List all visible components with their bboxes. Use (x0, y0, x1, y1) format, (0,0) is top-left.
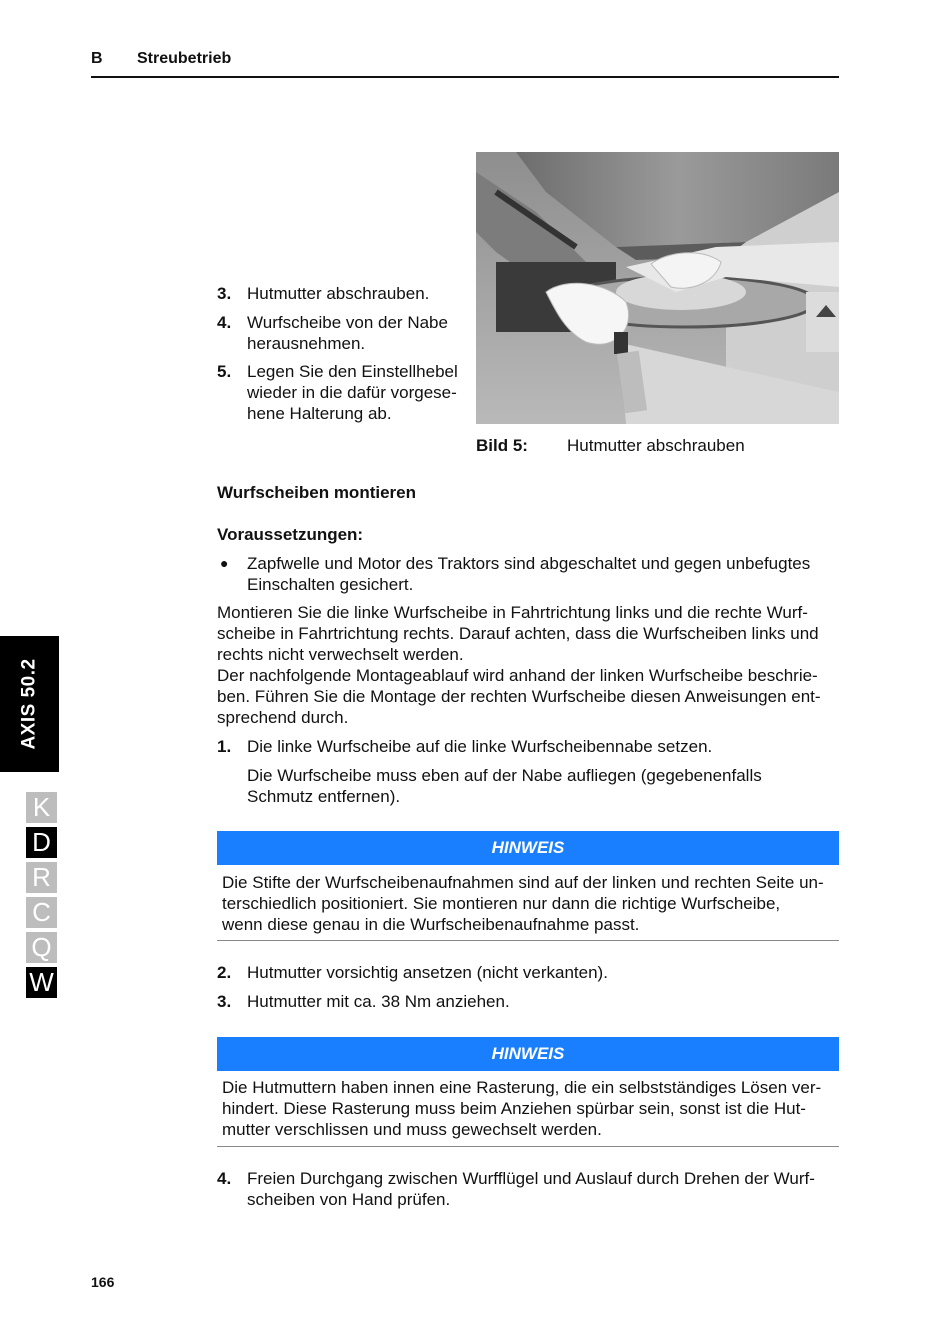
step-text-line-1: Wurfscheibe von der Nabe (247, 313, 448, 332)
prerequisite-line-1: Zapfwelle und Motor des Traktors sind abgeschaltet und gegen unbefugtes (247, 554, 811, 573)
paragraph-line: rechts nicht verwechselt werden. (217, 645, 464, 664)
step-5-top (217, 361, 472, 424)
step-text-line-2: herausnehmen. (247, 334, 366, 353)
paragraph-line: sprechend durch. (217, 708, 349, 727)
result-line-2: Schmutz entfernen). (247, 787, 401, 806)
step-number: 1. (217, 737, 232, 756)
step-text-line-2: wieder in die dafür vorgese- (247, 383, 457, 402)
prerequisite-line-2: Einschalten gesichert. (247, 575, 414, 594)
notice-1-title: HINWEIS (217, 831, 839, 865)
product-side-tab (0, 636, 59, 772)
language-box-k[interactable]: K (26, 792, 57, 823)
section-heading: Wurfscheiben montieren (217, 483, 416, 502)
step-1 (217, 736, 839, 757)
notice-line: terschiedlich positioniert. Sie montieren nur dann die richtige Wurfscheibe, (222, 894, 781, 913)
page-title: Streubetrieb (137, 50, 232, 67)
paragraph-line: Montieren Sie die linke Wurfscheibe in Fahrtrichtung links und die rechte Wurf- (217, 603, 808, 622)
prerequisite-item (247, 553, 839, 595)
step-number: 3. (217, 284, 232, 303)
prerequisites-heading: Voraussetzungen: (217, 525, 364, 544)
step-text-line-3: hene Halterung ab. (247, 404, 392, 423)
step-number: 4. (217, 313, 232, 332)
paragraph-line: ben. Führen Sie die Montage der rechten Wurfscheibe diesen Anweisungen ent- (217, 687, 821, 706)
notice-line: mutter verschlissen und muss gewechselt werden. (222, 1120, 602, 1139)
notice-2-title: HINWEIS (217, 1037, 839, 1071)
paragraph-line: Der nachfolgende Montageablauf wird anhand der linken Wurfscheibe beschrie- (217, 666, 818, 685)
step-number: 3. (217, 992, 232, 1011)
notice-line: Die Hutmuttern haben innen eine Rasterung, die ein selbstständiges Lösen ver- (222, 1078, 822, 1097)
step-text: Die linke Wurfscheibe auf die linke Wurfscheibennabe setzen. (247, 737, 713, 756)
step-number: 4. (217, 1169, 232, 1188)
notice-2-divider (217, 1146, 839, 1147)
notice-1-divider (217, 940, 839, 941)
spreader-photo-illustration (476, 152, 839, 424)
language-box-q[interactable]: Q (26, 932, 57, 963)
notice-2-body (222, 1077, 839, 1140)
paragraph-line: scheibe in Fahrtrichtung rechts. Darauf achten, dass die Wurfscheiben links und (217, 624, 819, 643)
step-4 (217, 1168, 839, 1210)
language-box-c[interactable]: C (26, 897, 57, 928)
step-4-top (217, 312, 472, 354)
result-line-1: Die Wurfscheibe muss eben auf der Nabe aufliegen (gegebenenfalls (247, 766, 762, 785)
instruction-paragraph (217, 602, 839, 728)
header-divider (91, 76, 839, 78)
figure-label: Bild 5: (476, 436, 528, 455)
step-number: 5. (217, 362, 232, 381)
step-3 (217, 991, 839, 1012)
step-text-line-2: scheiben von Hand prüfen. (247, 1190, 451, 1209)
figure-photo (476, 152, 839, 424)
page-number: 166 (91, 1274, 115, 1290)
notice-line: hindert. Diese Rasterung muss beim Anziehen spürbar sein, sonst ist die Hut- (222, 1099, 806, 1118)
step-2 (217, 962, 839, 983)
figure-caption: Hutmutter abschrauben (567, 436, 745, 455)
step-text: Hutmutter vorsichtig ansetzen (nicht verkanten). (247, 963, 608, 982)
notice-line: wenn diese genau in die Wurfscheibenaufnahme passt. (222, 915, 640, 934)
step-3-top (217, 283, 472, 304)
step-text: Hutmutter abschrauben. (247, 284, 430, 303)
notice-line: Die Stifte der Wurfscheibenaufnahmen sind auf der linken und rechten Seite un- (222, 873, 824, 892)
language-box-w[interactable]: W (26, 967, 57, 998)
step-number: 2. (217, 963, 232, 982)
step-text-line-1: Legen Sie den Einstellhebel (247, 362, 458, 381)
bullet-dot: ● (220, 555, 229, 571)
product-label: AXIS 50.2 (18, 658, 40, 750)
section-letter: B (91, 50, 103, 67)
language-box-d[interactable]: D (26, 827, 57, 858)
step-text: Hutmutter mit ca. 38 Nm anziehen. (247, 992, 510, 1011)
notice-1-body (222, 872, 839, 935)
step-text-line-1: Freien Durchgang zwischen Wurfflügel und Auslauf durch Drehen der Wurf- (247, 1169, 815, 1188)
language-box-r[interactable]: R (26, 862, 57, 893)
step-1-result (247, 765, 839, 807)
